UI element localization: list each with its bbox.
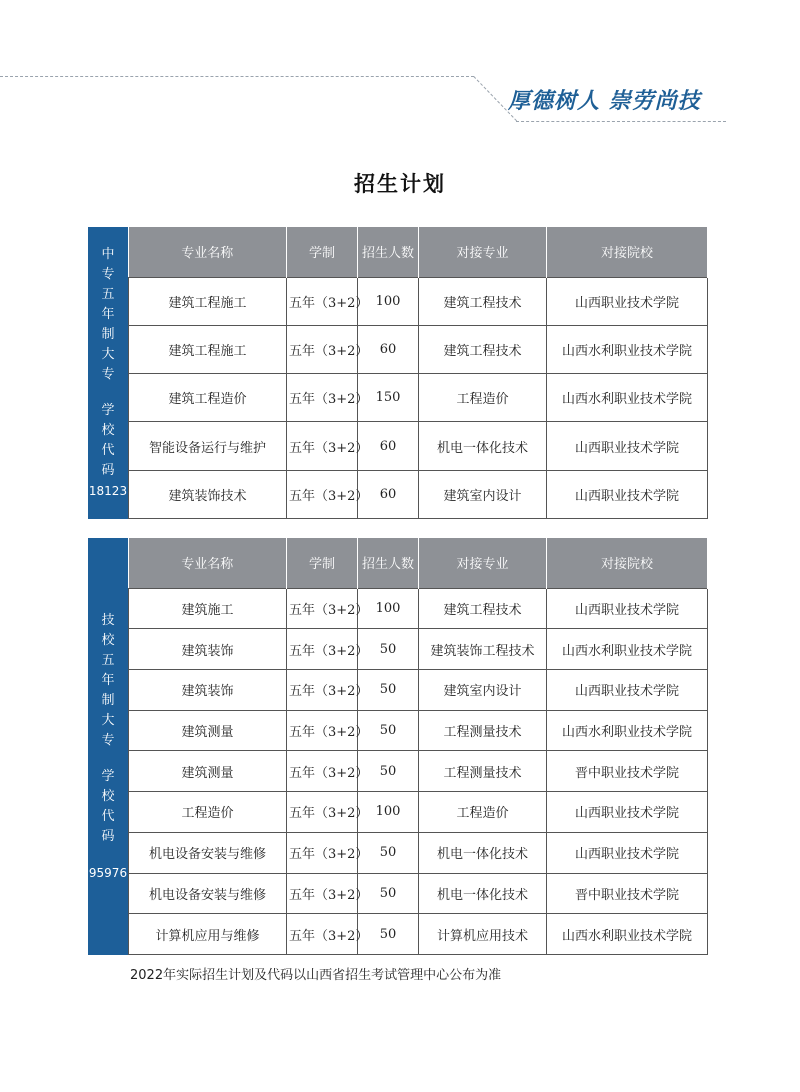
cell-quota: 60 xyxy=(358,470,419,518)
cell-major: 建筑装饰 xyxy=(129,629,287,670)
cell-target-school: 山西职业技术学院 xyxy=(547,792,708,833)
cell-quota: 50 xyxy=(358,710,419,751)
table-2-sidebar xyxy=(88,538,128,955)
cell-target-major: 机电一体化技术 xyxy=(419,422,547,470)
table-2-category: 技 校 五 年 制 大 专 xyxy=(101,612,115,748)
cell-quota: 50 xyxy=(358,629,419,670)
cell-quota: 100 xyxy=(358,792,419,833)
cell-target-major: 计算机应用技术 xyxy=(419,914,547,955)
cell-major: 建筑工程施工 xyxy=(129,325,287,373)
header-dash-line-left xyxy=(0,76,474,77)
cell-quota: 150 xyxy=(358,374,419,422)
cell-major: 建筑工程施工 xyxy=(129,277,287,325)
cell-duration: 五年（3+2） xyxy=(287,588,358,629)
footnote: 2022年实际招生计划及代码以山西省招生考试管理中心公布为准 xyxy=(130,968,502,983)
cell-target-school: 山西水利职业技术学院 xyxy=(547,325,708,373)
table-row xyxy=(129,914,708,955)
cell-target-major: 建筑工程技术 xyxy=(419,588,547,629)
cell-duration: 五年（3+2） xyxy=(287,277,358,325)
cell-target-school: 山西职业技术学院 xyxy=(547,669,708,710)
table-row xyxy=(129,873,708,914)
cell-target-school: 晋中职业技术学院 xyxy=(547,751,708,792)
cell-major: 计算机应用与维修 xyxy=(129,914,287,955)
cell-major: 智能设备运行与维护 xyxy=(129,422,287,470)
enrollment-table-block-1 xyxy=(88,227,707,519)
cell-target-school: 山西职业技术学院 xyxy=(547,832,708,873)
cell-duration: 五年（3+2） xyxy=(287,470,358,518)
header-dash-line-right xyxy=(516,121,726,122)
cell-major: 建筑工程造价 xyxy=(129,374,287,422)
col-header-duration: 学制 xyxy=(287,538,358,588)
cell-major: 机电设备安装与维修 xyxy=(129,832,287,873)
cell-major: 建筑测量 xyxy=(129,710,287,751)
table-row xyxy=(129,669,708,710)
table-row xyxy=(129,325,708,373)
table-1-school-code: 18123 xyxy=(88,484,128,498)
page-title: 招生计划 xyxy=(354,172,446,196)
header-motto: 厚德树人 崇劳尚技 xyxy=(508,88,701,114)
col-header-target-major: 对接专业 xyxy=(419,538,547,588)
cell-major: 工程造价 xyxy=(129,792,287,833)
cell-duration: 五年（3+2） xyxy=(287,873,358,914)
enrollment-table-block-2 xyxy=(88,538,707,955)
table-1-code-label: 学 校 代 码 xyxy=(101,403,115,478)
table-2-code-label: 学 校 代 码 xyxy=(101,768,115,844)
cell-major: 建筑装饰 xyxy=(129,669,287,710)
cell-quota: 50 xyxy=(358,669,419,710)
cell-target-major: 建筑工程技术 xyxy=(419,277,547,325)
table-2 xyxy=(128,538,708,955)
col-header-target-school: 对接院校 xyxy=(547,538,708,588)
table-1-category: 中 专 五 年 制 大 专 xyxy=(101,247,115,382)
table-2-school-code: 95976 xyxy=(88,865,128,880)
col-header-target-major: 对接专业 xyxy=(419,227,547,277)
cell-duration: 五年（3+2） xyxy=(287,629,358,670)
cell-duration: 五年（3+2） xyxy=(287,374,358,422)
cell-quota: 100 xyxy=(358,588,419,629)
table-row xyxy=(129,588,708,629)
cell-quota: 50 xyxy=(358,832,419,873)
cell-target-major: 建筑室内设计 xyxy=(419,470,547,518)
cell-major: 机电设备安装与维修 xyxy=(129,873,287,914)
cell-target-major: 工程测量技术 xyxy=(419,710,547,751)
col-header-duration: 学制 xyxy=(287,227,358,277)
cell-target-school: 山西职业技术学院 xyxy=(547,277,708,325)
cell-quota: 60 xyxy=(358,325,419,373)
cell-target-major: 建筑工程技术 xyxy=(419,325,547,373)
table-row xyxy=(129,751,708,792)
cell-duration: 五年（3+2） xyxy=(287,669,358,710)
cell-target-major: 建筑装饰工程技术 xyxy=(419,629,547,670)
table-1 xyxy=(128,227,708,519)
cell-target-major: 工程造价 xyxy=(419,792,547,833)
cell-major: 建筑测量 xyxy=(129,751,287,792)
cell-target-major: 工程造价 xyxy=(419,374,547,422)
table-row xyxy=(129,792,708,833)
cell-target-school: 山西水利职业技术学院 xyxy=(547,374,708,422)
cell-quota: 50 xyxy=(358,914,419,955)
cell-major: 建筑施工 xyxy=(129,588,287,629)
table-row xyxy=(129,710,708,751)
cell-target-school: 山西水利职业技术学院 xyxy=(547,914,708,955)
cell-duration: 五年（3+2） xyxy=(287,832,358,873)
table-row xyxy=(129,629,708,670)
table-2-header-row xyxy=(129,538,708,588)
cell-target-major: 机电一体化技术 xyxy=(419,832,547,873)
col-header-major: 专业名称 xyxy=(129,538,287,588)
cell-duration: 五年（3+2） xyxy=(287,422,358,470)
cell-quota: 50 xyxy=(358,873,419,914)
table-row xyxy=(129,470,708,518)
table-row xyxy=(129,374,708,422)
cell-quota: 60 xyxy=(358,422,419,470)
col-header-major: 专业名称 xyxy=(129,227,287,277)
cell-target-school: 山西职业技术学院 xyxy=(547,588,708,629)
cell-quota: 50 xyxy=(358,751,419,792)
cell-target-major: 工程测量技术 xyxy=(419,751,547,792)
table-1-header-row xyxy=(129,227,708,277)
cell-major: 建筑装饰技术 xyxy=(129,470,287,518)
cell-duration: 五年（3+2） xyxy=(287,325,358,373)
cell-target-school: 山西水利职业技术学院 xyxy=(547,629,708,670)
cell-quota: 100 xyxy=(358,277,419,325)
cell-duration: 五年（3+2） xyxy=(287,914,358,955)
table-row xyxy=(129,422,708,470)
cell-duration: 五年（3+2） xyxy=(287,751,358,792)
col-header-quota: 招生人数 xyxy=(358,538,419,588)
col-header-target-school: 对接院校 xyxy=(547,227,708,277)
table-1-sidebar xyxy=(88,227,128,519)
table-row xyxy=(129,832,708,873)
cell-target-school: 山西职业技术学院 xyxy=(547,470,708,518)
col-header-quota: 招生人数 xyxy=(358,227,419,277)
cell-target-school: 山西职业技术学院 xyxy=(547,422,708,470)
cell-target-major: 建筑室内设计 xyxy=(419,669,547,710)
table-row xyxy=(129,277,708,325)
cell-duration: 五年（3+2） xyxy=(287,710,358,751)
cell-target-major: 机电一体化技术 xyxy=(419,873,547,914)
cell-duration: 五年（3+2） xyxy=(287,792,358,833)
cell-target-school: 晋中职业技术学院 xyxy=(547,873,708,914)
cell-target-school: 山西水利职业技术学院 xyxy=(547,710,708,751)
